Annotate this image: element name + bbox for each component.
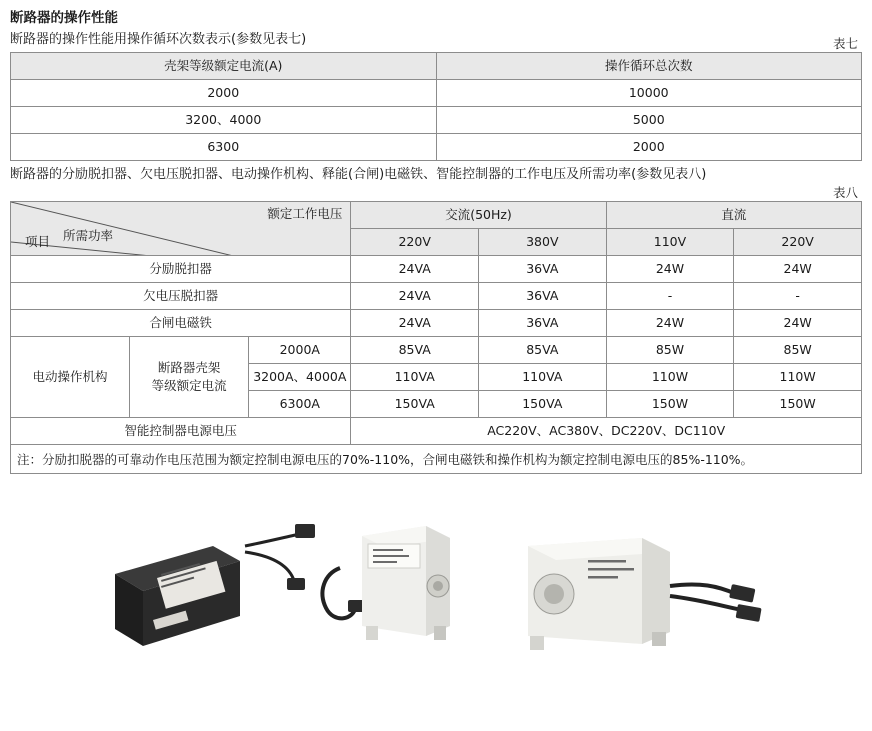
table-operating-performance xyxy=(10,52,862,161)
table8-cell: 110VA xyxy=(351,364,479,391)
table8-motor-group-label: 电动操作机构 xyxy=(11,337,130,418)
table8-note: 注：分励扣脱器的可靠动作电压范围为额定控制电源电压的70%-110%，合闸电磁铁和操作机构为额定控制电源电压的85%-110%。 xyxy=(11,445,862,474)
table7-cell: 2000 xyxy=(11,80,437,107)
white-solenoid-right-photo xyxy=(510,524,790,674)
table8-cell: 150W xyxy=(606,391,734,418)
table7-cell: 3200、4000 xyxy=(11,107,437,134)
table8-cell: 110VA xyxy=(479,364,607,391)
table-voltage-power xyxy=(10,201,862,474)
table8-cell: 24VA xyxy=(351,310,479,337)
table8-corner-diagonal-cell xyxy=(11,202,351,256)
table7-cell: 5000 xyxy=(436,107,862,134)
table8-cell: 36VA xyxy=(479,283,607,310)
motor-sub-label-line1: 断路器壳架 xyxy=(157,360,221,375)
table8-cell: 85W xyxy=(606,337,734,364)
table-row xyxy=(11,310,862,337)
section-title: 断路器的操作性能 xyxy=(10,10,118,26)
table8-cell: 150VA xyxy=(351,391,479,418)
table8-cell: 110W xyxy=(606,364,734,391)
diagonal-divider-icon xyxy=(11,202,291,256)
motor-sub-label-line2: 等级额定电流 xyxy=(151,378,227,393)
table-row xyxy=(11,202,862,229)
table7-header-cell: 操作循环总次数 xyxy=(436,53,862,80)
corner-label-item: 项目 xyxy=(25,234,51,249)
table8-cell: 85VA xyxy=(351,337,479,364)
table8-motor-row-label: 6300A xyxy=(249,391,351,418)
table8-cell: 150VA xyxy=(479,391,607,418)
product-photos xyxy=(10,496,862,676)
table8-row-label: 合闸电磁铁 xyxy=(11,310,351,337)
table-row xyxy=(11,134,862,161)
table8-caption: 表八 xyxy=(832,185,858,200)
table-row xyxy=(11,283,862,310)
table8-group-header-ac: 交流(50Hz) xyxy=(351,202,606,229)
table-row xyxy=(11,445,862,474)
white-solenoid-left-photo xyxy=(310,508,490,668)
intro-paragraph: 断路器的操作性能用操作循环次数表示(参数见表七) xyxy=(10,32,307,47)
table-row xyxy=(11,337,862,364)
table7-cell: 10000 xyxy=(436,80,862,107)
table7-header-cell: 壳架等级额定电流(A) xyxy=(11,53,437,80)
table-row xyxy=(11,53,862,80)
table8-cell: 24W xyxy=(606,256,734,283)
table8-group-header-dc: 直流 xyxy=(606,202,861,229)
table8-controller-value: AC220V、AC380V、DC220V、DC110V xyxy=(351,418,862,445)
table8-cell: 85W xyxy=(734,337,862,364)
table8-cell: 24W xyxy=(734,310,862,337)
table8-sub-header: 110V xyxy=(606,229,734,256)
table8-cell: - xyxy=(606,283,734,310)
table8-motor-row-label: 3200A、4000A xyxy=(249,364,351,391)
corner-label-voltage: 额定工作电压 xyxy=(267,206,343,221)
table8-row-label: 分励脱扣器 xyxy=(11,256,351,283)
table8-cell: 24VA xyxy=(351,256,479,283)
table8-cell: 85VA xyxy=(479,337,607,364)
table8-motor-row-label: 2000A xyxy=(249,337,351,364)
table7-caption: 表七 xyxy=(832,36,858,51)
table8-cell: 24W xyxy=(734,256,862,283)
corner-label-power: 所需功率 xyxy=(63,228,114,243)
mid-paragraph: 断路器的分励脱扣器、欠电压脱扣器、电动操作机构、释能(合闸)电磁铁、智能控制器的工作电压及所需功率(参数见表八) xyxy=(10,167,707,182)
table8-cell: 36VA xyxy=(479,256,607,283)
table8-cell: 24W xyxy=(606,310,734,337)
table8-sub-header: 220V xyxy=(734,229,862,256)
table7-cell: 6300 xyxy=(11,134,437,161)
table-row xyxy=(11,256,862,283)
table8-cell: - xyxy=(734,283,862,310)
table8-sub-header: 380V xyxy=(479,229,607,256)
table8-sub-header: 220V xyxy=(351,229,479,256)
table8-cell: 36VA xyxy=(479,310,607,337)
table-row xyxy=(11,80,862,107)
table8-cell: 150W xyxy=(734,391,862,418)
table8-row-label: 欠电压脱扣器 xyxy=(11,283,351,310)
black-module-photo xyxy=(95,516,325,666)
table7-cell: 2000 xyxy=(436,134,862,161)
table8-cell: 24VA xyxy=(351,283,479,310)
table-row xyxy=(11,418,862,445)
table8-motor-sub-label xyxy=(130,337,249,418)
table8-controller-label: 智能控制器电源电压 xyxy=(11,418,351,445)
table-row xyxy=(11,107,862,134)
table8-cell: 110W xyxy=(734,364,862,391)
